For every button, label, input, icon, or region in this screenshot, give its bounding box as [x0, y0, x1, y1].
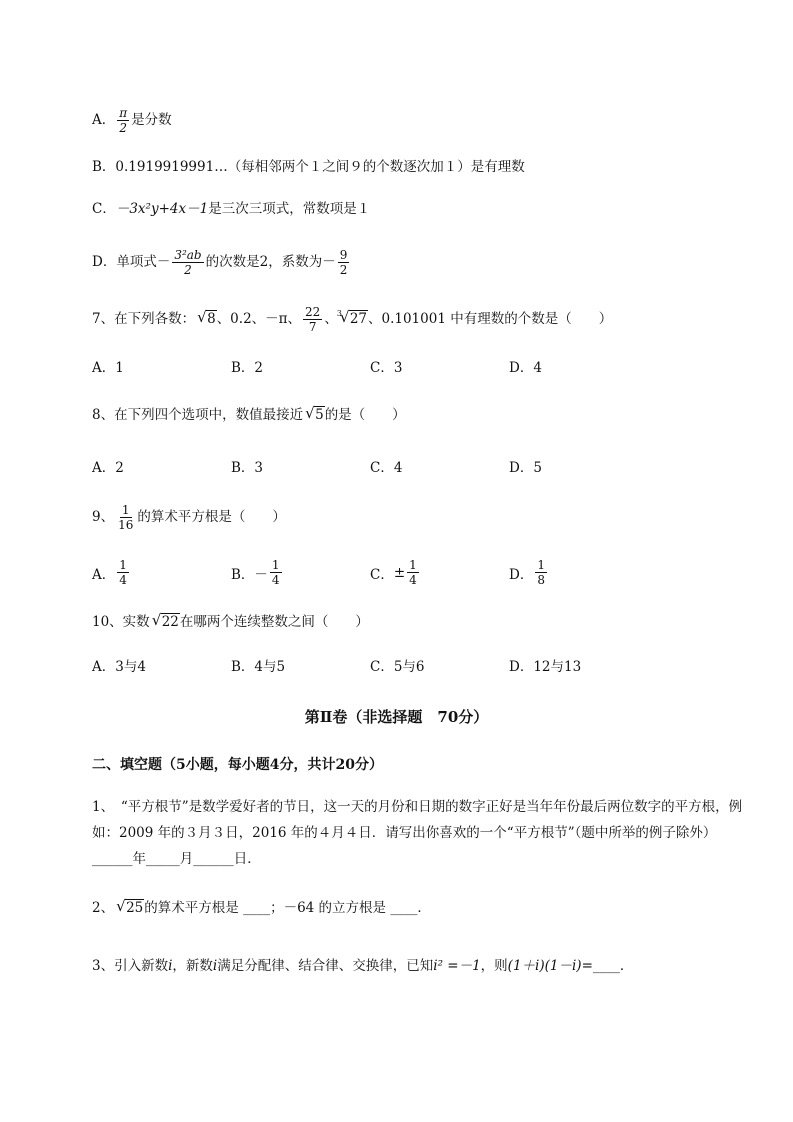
section-heading: 二、填空题（5小题，每小题4分，共计20分） — [92, 757, 383, 773]
option-label: A． — [92, 112, 116, 128]
fill-question-2: 2、√ 25的算术平方根是 ____；－64 的立方根是 ____． — [92, 898, 431, 918]
option-a — [92, 106, 172, 135]
option-c[interactable]: C． ± $\frac{1}{4}$ — [370, 558, 417, 587]
option-c[interactable]: C．5与6 — [370, 659, 425, 675]
square-root: √ 22 — [152, 612, 180, 632]
option-c: C．－3x²y+4x－1是三次三项式，常数项是１ — [92, 201, 371, 217]
question-8-options — [92, 456, 652, 476]
question-7: 7、在下列各数：√ 8、0.2、－π、 $\frac{22}{7}$ 、 √ 3 27、0.101001 中有理数的个数是（ ） — [92, 305, 612, 334]
question-10-options — [92, 655, 652, 675]
fill-question-3: 3、引入新数i，新数i满足分配律、结合律、交换律，已知i² =－1，则(1＋i)(1－i)=____． — [92, 958, 634, 974]
option-text: 是分数 — [131, 112, 172, 128]
option-b: B．0.1919919991…（每相邻两个１之间９的个数逐次加１）是有理数 — [92, 159, 525, 175]
option-a[interactable]: A．2 — [92, 460, 124, 476]
option-b[interactable]: B．3 — [231, 460, 264, 476]
option-d[interactable]: D．12与13 — [509, 659, 582, 675]
option-d[interactable]: D．5 — [509, 460, 542, 476]
question-10: 10、实数√ 22在哪两个连续整数之间（ ） — [92, 612, 369, 632]
math-expression: (1＋i)(1－i) — [507, 958, 582, 974]
fraction: $\frac{\pi}{2}$ — [119, 106, 128, 135]
option-a[interactable]: A．3与4 — [92, 659, 146, 675]
option-a[interactable]: A． $\frac{1}{4}$ — [92, 558, 127, 587]
option-a[interactable]: A．1 — [92, 360, 124, 376]
question-7-options — [92, 356, 652, 376]
fraction: $\frac{9}{2}$ — [339, 248, 348, 277]
question-9: 9、 $\frac{1}{16}$ 的算术平方根是（ ） — [92, 503, 286, 532]
section-title: 第Ⅱ卷（非选择题 70分） — [304, 708, 489, 726]
question-8: 8、在下列四个选项中，数值最接近√ 5的是（ ） — [92, 405, 406, 425]
option-b[interactable]: B． － $\frac{1}{4}$ — [231, 558, 280, 587]
math-expression: －3x²y+4x－1 — [115, 201, 209, 217]
fill-question-1: 1、 “平方根节”是数学爱好者的节日，这一天的月份和日期的数字正好是当年年份最后两位数字的平方根，例如：2009 年的３月３日，2016 年的４月４日．请写出你喜欢的一个“平方根节”（题中所举的例子除外）______年_____月______日． — [92, 799, 743, 867]
fraction: $\frac{\text{3²ab}}{2}$ — [174, 248, 202, 277]
option-d: D．单项式－ $\frac{\text{3²ab}}{2}$ 的次数是2，系数为－ $\frac{9}{2}$ — [92, 248, 348, 277]
fraction: $\frac{22}{7}$ — [305, 305, 321, 334]
square-root: √ 5 — [305, 405, 325, 425]
option-b[interactable]: B．4与5 — [231, 659, 286, 675]
cube-root: √ 3 27 — [340, 309, 368, 329]
option-d[interactable]: D．4 — [509, 360, 542, 376]
question-9-options — [92, 558, 652, 587]
fraction: $\frac{1}{16}$ — [118, 503, 134, 532]
square-root: √ 8 — [197, 309, 217, 329]
option-c[interactable]: C．3 — [370, 360, 403, 376]
math-expression: i² =－1 — [433, 958, 481, 974]
option-b[interactable]: B．2 — [231, 360, 264, 376]
option-d[interactable]: D． $\frac{1}{8}$ — [509, 558, 545, 587]
square-root: √ 25 — [116, 898, 144, 918]
option-c[interactable]: C．4 — [370, 460, 403, 476]
